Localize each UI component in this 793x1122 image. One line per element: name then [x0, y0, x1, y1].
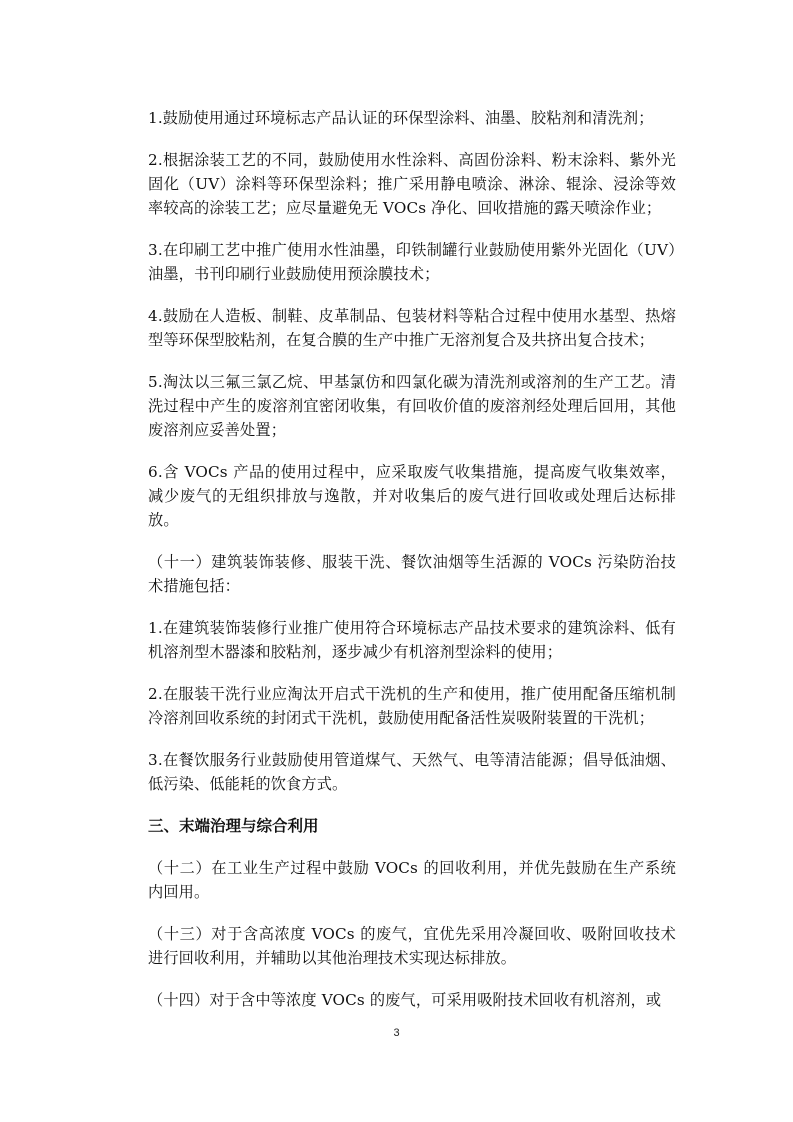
paragraph-12: （十二）在工业生产过程中鼓励 VOCs 的回收利用，并优先鼓励在生产系统内回用。	[148, 859, 676, 901]
section-heading: 三、末端治理与综合利用	[148, 817, 319, 835]
page-number: 3	[393, 1027, 400, 1039]
paragraph-6: 6.含 VOCs 产品的使用过程中，应采取废气收集措施，提高废气收集效率，减少废气的无组织排放与逸散，并对收集后的废气进行回收或处理后达标排放。	[148, 463, 676, 529]
paragraph-2: 2.根据涂装工艺的不同，鼓励使用水性涂料、高固份涂料、粉末涂料、紫外光固化（UV）涂料等环保型涂料；推广采用静电喷涂、淋涂、辊涂、浸涂等效率较高的涂装工艺；应尽量避免无 VOCs 净化、回收措施的露天喷涂作业；	[148, 151, 676, 217]
paragraph-4: 4.鼓励在人造板、制鞋、皮革制品、包装材料等粘合过程中使用水基型、热熔型等环保型胶粘剂，在复合膜的生产中推广无溶剂复合及共挤出复合技术；	[148, 307, 676, 349]
paragraph-13: （十三）对于含高浓度 VOCs 的废气，宜优先采用冷凝回收、吸附回收技术进行回收利用，并辅助以其他治理技术实现达标排放。	[148, 925, 676, 967]
paragraph-11-heading: （十一）建筑装饰装修、服装干洗、餐饮油烟等生活源的 VOCs 污染防治技术措施包括：	[148, 553, 676, 595]
paragraph-1: 1.鼓励使用通过环境标志产品认证的环保型涂料、油墨、胶粘剂和清洗剂；	[148, 109, 654, 127]
paragraph-11-2: 2.在服装干洗行业应淘汰开启式干洗机的生产和使用，推广使用配备压缩机制冷溶剂回收系统的封闭式干洗机，鼓励使用配备活性炭吸附装置的干洗机；	[148, 685, 676, 727]
paragraph-11-1: 1.在建筑装饰装修行业推广使用符合环境标志产品技术要求的建筑涂料、低有机溶剂型木器漆和胶粘剂，逐步减少有机溶剂型涂料的使用；	[148, 619, 676, 661]
document-body	[148, 106, 676, 1030]
paragraph-14: （十四）对于含中等浓度 VOCs 的废气，可采用吸附技术回收有机溶剂，或	[148, 991, 662, 1009]
paragraph-11-3: 3.在餐饮服务行业鼓励使用管道煤气、天然气、电等清洁能源；倡导低油烟、低污染、低能耗的饮食方式。	[148, 751, 676, 793]
paragraph-3: 3.在印刷工艺中推广使用水性油墨，印铁制罐行业鼓励使用紫外光固化（UV）油墨，书刊印刷行业鼓励使用预涂膜技术；	[148, 241, 676, 283]
paragraph-5: 5.淘汰以三氟三氯乙烷、甲基氯仿和四氯化碳为清洗剂或溶剂的生产工艺。清洗过程中产生的废溶剂宜密闭收集，有回收价值的废溶剂经处理后回用，其他废溶剂应妥善处置；	[148, 373, 676, 439]
